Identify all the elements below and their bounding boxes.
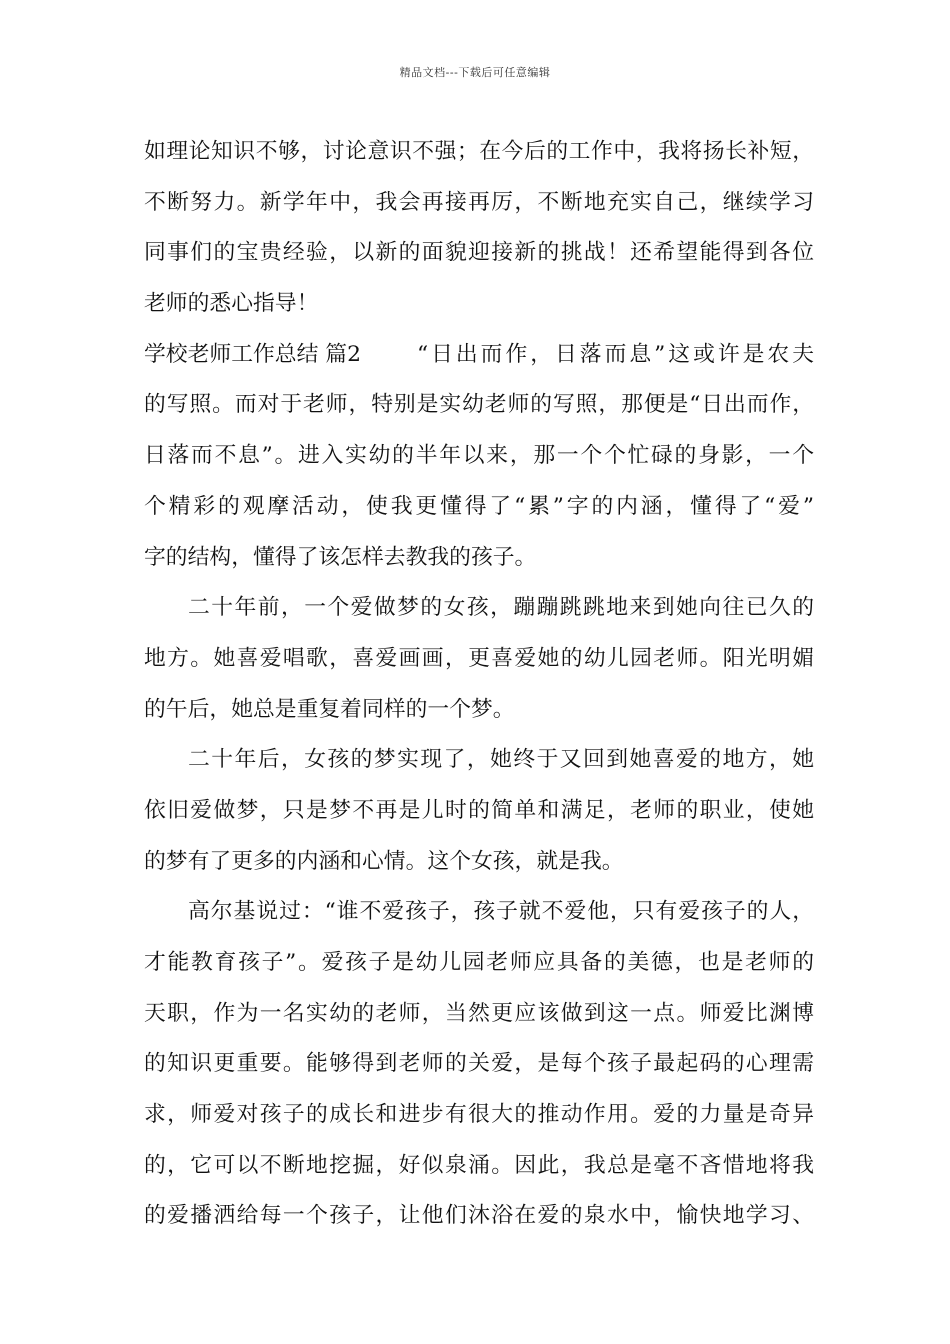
document-body <box>144 127 814 1242</box>
text-line: 老师的悉心指导！ <box>144 291 319 317</box>
text-line: 字的结构，懂得了该怎样去教我的孩子。 <box>144 544 537 570</box>
text-line: 同事们的宝贵经验，以新的面貌迎接新的挑战！还希望能得到各位 <box>144 240 814 266</box>
text-line: 的，它可以不断地挖掘，好似泉涌。因此，我总是毫不吝惜地将我 <box>144 1152 814 1178</box>
text-line: 才能教育孩子”。爱孩子是幼儿园老师应具备的美德，也是老师的 <box>144 950 814 975</box>
text-line: 的梦有了更多的内涵和心情。这个女孩，就是我。 <box>144 848 624 874</box>
paragraph-5 <box>144 887 814 1242</box>
paragraph-2 <box>144 330 814 583</box>
text-line: 二十年前，一个爱做梦的女孩，蹦蹦跳跳地来到她向往已久的 <box>188 595 814 621</box>
paragraph-4 <box>144 735 814 887</box>
section-heading-line <box>144 330 814 381</box>
text-line: 的知识更重要。能够得到老师的关爱，是每个孩子最起码的心理需 <box>144 1051 814 1077</box>
text-line: 个精彩的观摩活动，使我更懂得了“累”字的内涵，懂得了“爱” <box>144 493 814 519</box>
text-line: 的写照。而对于老师，特别是实幼老师的写照，那便是“日出而作， <box>144 392 814 418</box>
text-line: 的午后，她总是重复着同样的一个梦。 <box>144 696 515 722</box>
text-line: 二十年后，女孩的梦实现了，她终于又回到她喜爱的地方，她 <box>188 747 814 773</box>
text-line: 地方。她喜爱唱歌，喜爱画画，更喜爱她的幼儿园老师。阳光明媚 <box>144 645 814 671</box>
text-line: 求，师爱对孩子的成长和进步有很大的推动作用。爱的力量是奇异 <box>144 1102 814 1128</box>
text-line: 天职，作为一名实幼的老师，当然更应该做到这一点。师爱比渊博 <box>144 1000 814 1026</box>
paragraph-1 <box>144 127 814 330</box>
text-line: 如理论知识不够，讨论意识不强；在今后的工作中，我将扬长补短， <box>144 139 814 164</box>
text-line: 的爱播洒给每一个孩子，让他们沐浴在爱的泉水中，愉快地学习、 <box>144 1203 814 1229</box>
paragraph-3 <box>144 583 814 735</box>
text-line: “日出而作，日落而息”这或许是农夫 <box>416 341 814 367</box>
section-title: 学校老师工作总结 篇2 <box>144 341 361 367</box>
text-line: 高尔基说过：“谁不爱孩子，孩子就不爱他，只有爱孩子的人， <box>188 899 814 925</box>
text-line: 日落而不息”。进入实幼的半年以来，那一个个忙碌的身影，一个 <box>144 443 814 469</box>
text-line: 依旧爱做梦，只是梦不再是儿时的简单和满足，老师的职业，使她 <box>144 797 814 823</box>
page-header: 精品文档---下载后可任意编辑 <box>399 66 551 79</box>
text-line: 不断努力。新学年中，我会再接再厉，不断地充实自己，继续学习 <box>144 189 814 215</box>
